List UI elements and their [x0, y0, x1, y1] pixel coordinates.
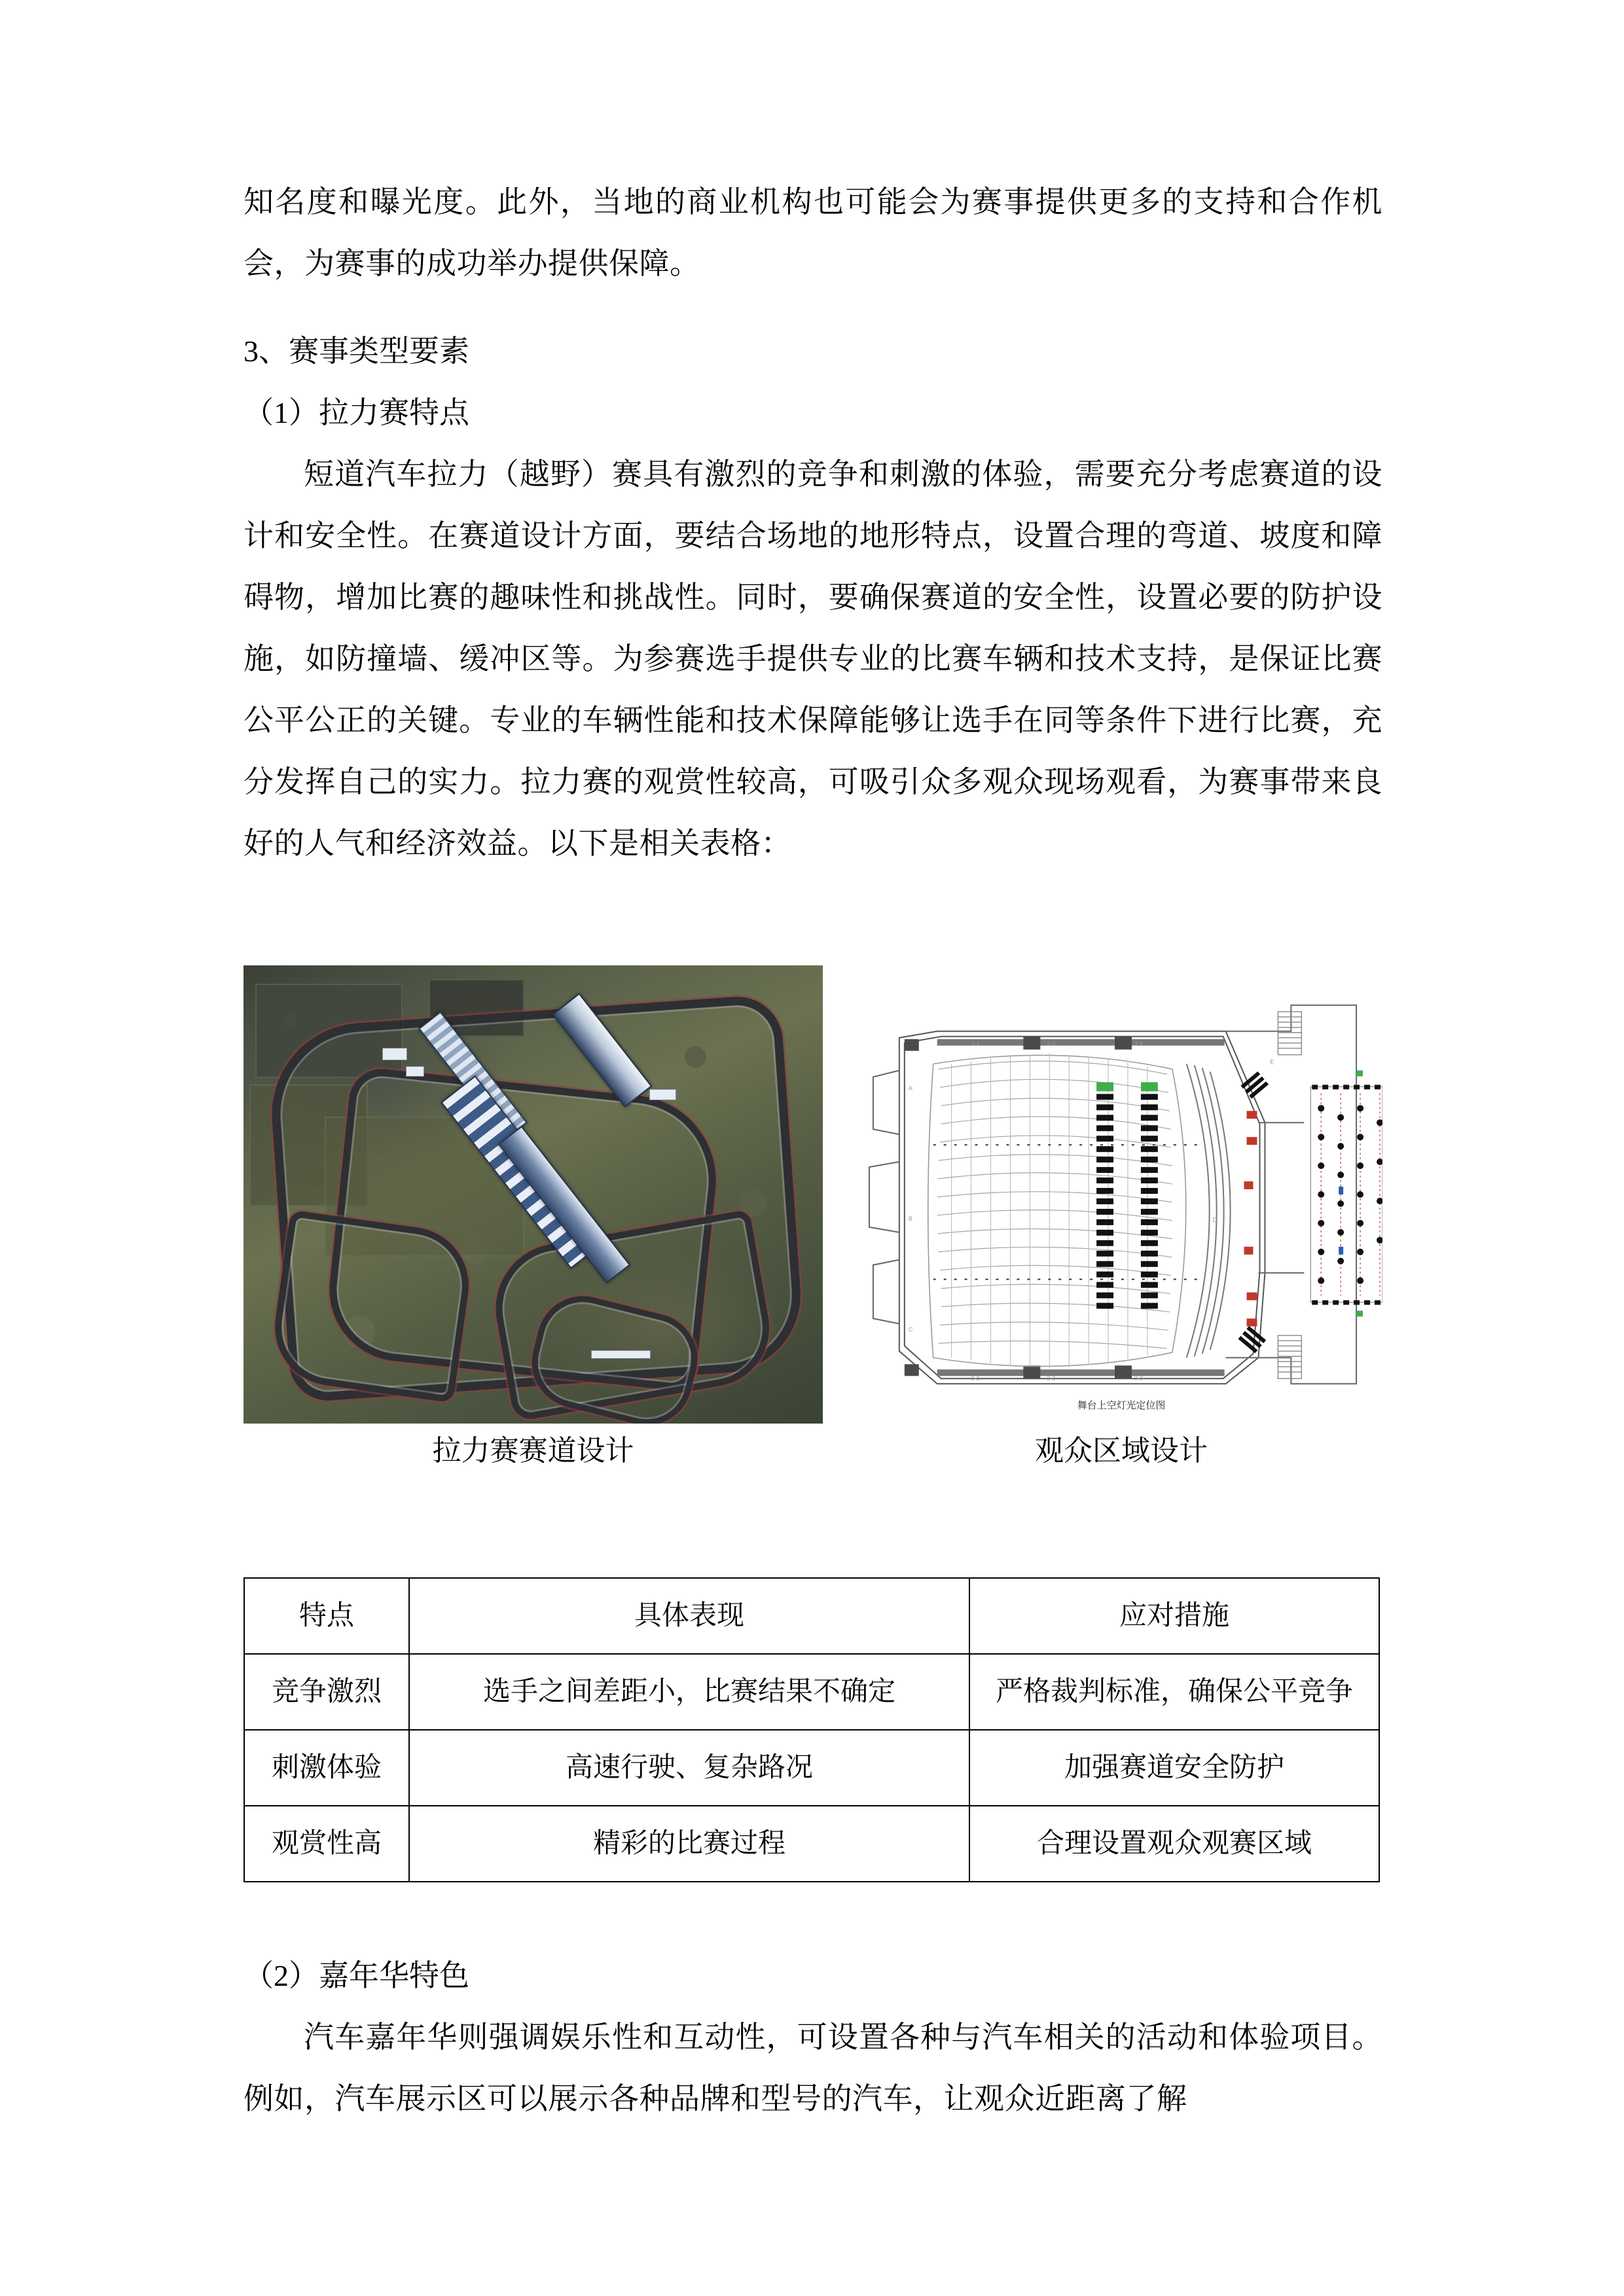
auditorium-lighting-plan-graphic	[860, 965, 1382, 1424]
aerial-photo-graphic	[244, 965, 823, 1424]
svg-text:D: D	[1212, 1216, 1218, 1223]
svg-text:1-1: 1-1	[971, 1374, 980, 1382]
table-row	[244, 1730, 1379, 1806]
table-header-cell: 应对措施	[969, 1578, 1379, 1654]
svg-text:A: A	[908, 1085, 912, 1092]
table-header-row	[244, 1578, 1379, 1654]
heading-block-section	[244, 321, 1382, 382]
table-cell: 加强赛道安全防护	[969, 1730, 1379, 1806]
table-cell: 严格裁判标准，确保公平竞争	[969, 1654, 1379, 1730]
paragraph-block-bottom	[244, 2007, 1382, 2130]
svg-text:3-3: 3-3	[1134, 1374, 1143, 1382]
svg-text:E: E	[1270, 1058, 1274, 1066]
paragraph-body: 短道汽车拉力（越野）赛具有激烈的竞争和刺激的体验，需要充分考虑赛道的设计和安全性。在赛道设计方面，要结合场地的地形特点，设置合理的弯道、坡度和障碍物，增加比赛的趣味性和挑战性。同时，要确保赛道的安全性，设置必要的防护设施，如防撞墙、缓冲区等。为参赛选手提供专业的比赛车辆和技术支持，是保证比赛公平公正的关键。专业的车辆性能和技术保障能够让选手在同等条件下进行比赛，充分发挥自己的实力。拉力赛的观赏性较高，可吸引众多观众现场观看，为赛事带来良好的人气和经济效益。以下是相关表格：	[244, 457, 1382, 860]
svg-text:2-2: 2-2	[1047, 1040, 1056, 1047]
heading-block-subsection-2	[244, 1945, 1382, 2007]
svg-text:B: B	[908, 1215, 912, 1222]
table-cell: 选手之间差距小，比赛结果不确定	[409, 1654, 969, 1730]
plan-inner-label: 舞台上空灯光定位图	[1077, 1401, 1166, 1412]
table-row	[244, 1806, 1379, 1882]
paragraph-block-top	[244, 171, 1382, 295]
characteristics-table-wrap	[244, 1577, 1379, 1882]
heading-block-subsection-1	[244, 382, 1382, 444]
table-cell: 竞争激烈	[244, 1654, 409, 1730]
subsection-heading-1: （1）拉力赛特点	[244, 396, 469, 429]
svg-text:C: C	[908, 1326, 913, 1333]
figure-row	[244, 965, 1382, 1467]
green-marker	[1096, 1082, 1113, 1091]
auxiliary-building	[382, 1048, 406, 1060]
figure-rally-track-design	[244, 965, 823, 1467]
table-cell: 刺激体验	[244, 1730, 409, 1806]
auxiliary-building	[649, 1089, 677, 1100]
auxiliary-building	[591, 1350, 651, 1359]
table-cell: 合理设置观众观赛区域	[969, 1806, 1379, 1882]
auxiliary-building	[406, 1066, 425, 1077]
table-header-cell: 具体表现	[409, 1578, 969, 1654]
svg-text:1-1: 1-1	[971, 1040, 980, 1047]
figure-caption: 观众区域设计	[1035, 1435, 1208, 1467]
table-cell: 观赏性高	[244, 1806, 409, 1882]
subsection-heading-2: （2）嘉年华特色	[244, 1959, 469, 1992]
table-cell: 高速行驶、复杂路况	[409, 1730, 969, 1806]
figure-caption: 拉力赛赛道设计	[432, 1435, 634, 1467]
svg-text:2-2: 2-2	[1047, 1374, 1056, 1382]
section-heading-3: 3、赛事类型要素	[244, 334, 469, 368]
svg-text:3-3: 3-3	[1134, 1040, 1143, 1047]
spectator-area-plan-image	[860, 965, 1382, 1424]
table-cell: 精彩的比赛过程	[409, 1806, 969, 1882]
green-marker	[1141, 1082, 1158, 1091]
paragraph-continued: 知名度和曝光度。此外，当地的商业机构也可能会为赛事提供更多的支持和合作机会，为赛事的成功举办提供保障。	[244, 185, 1382, 280]
table-header-cell: 特点	[244, 1578, 409, 1654]
table-row	[244, 1654, 1379, 1730]
figure-spectator-area-design	[860, 965, 1382, 1467]
circuit-track-loop	[268, 1210, 477, 1403]
rally-track-aerial-image	[244, 965, 823, 1424]
characteristics-table	[244, 1577, 1380, 1882]
paragraph-carnival: 汽车嘉年华则强调娱乐性和互动性，可设置各种与汽车相关的活动和体验项目。例如，汽车展示区可以展示各种品牌和型号的汽车，让观众近距离了解	[244, 2020, 1382, 2115]
paragraph-block-body	[244, 444, 1382, 874]
